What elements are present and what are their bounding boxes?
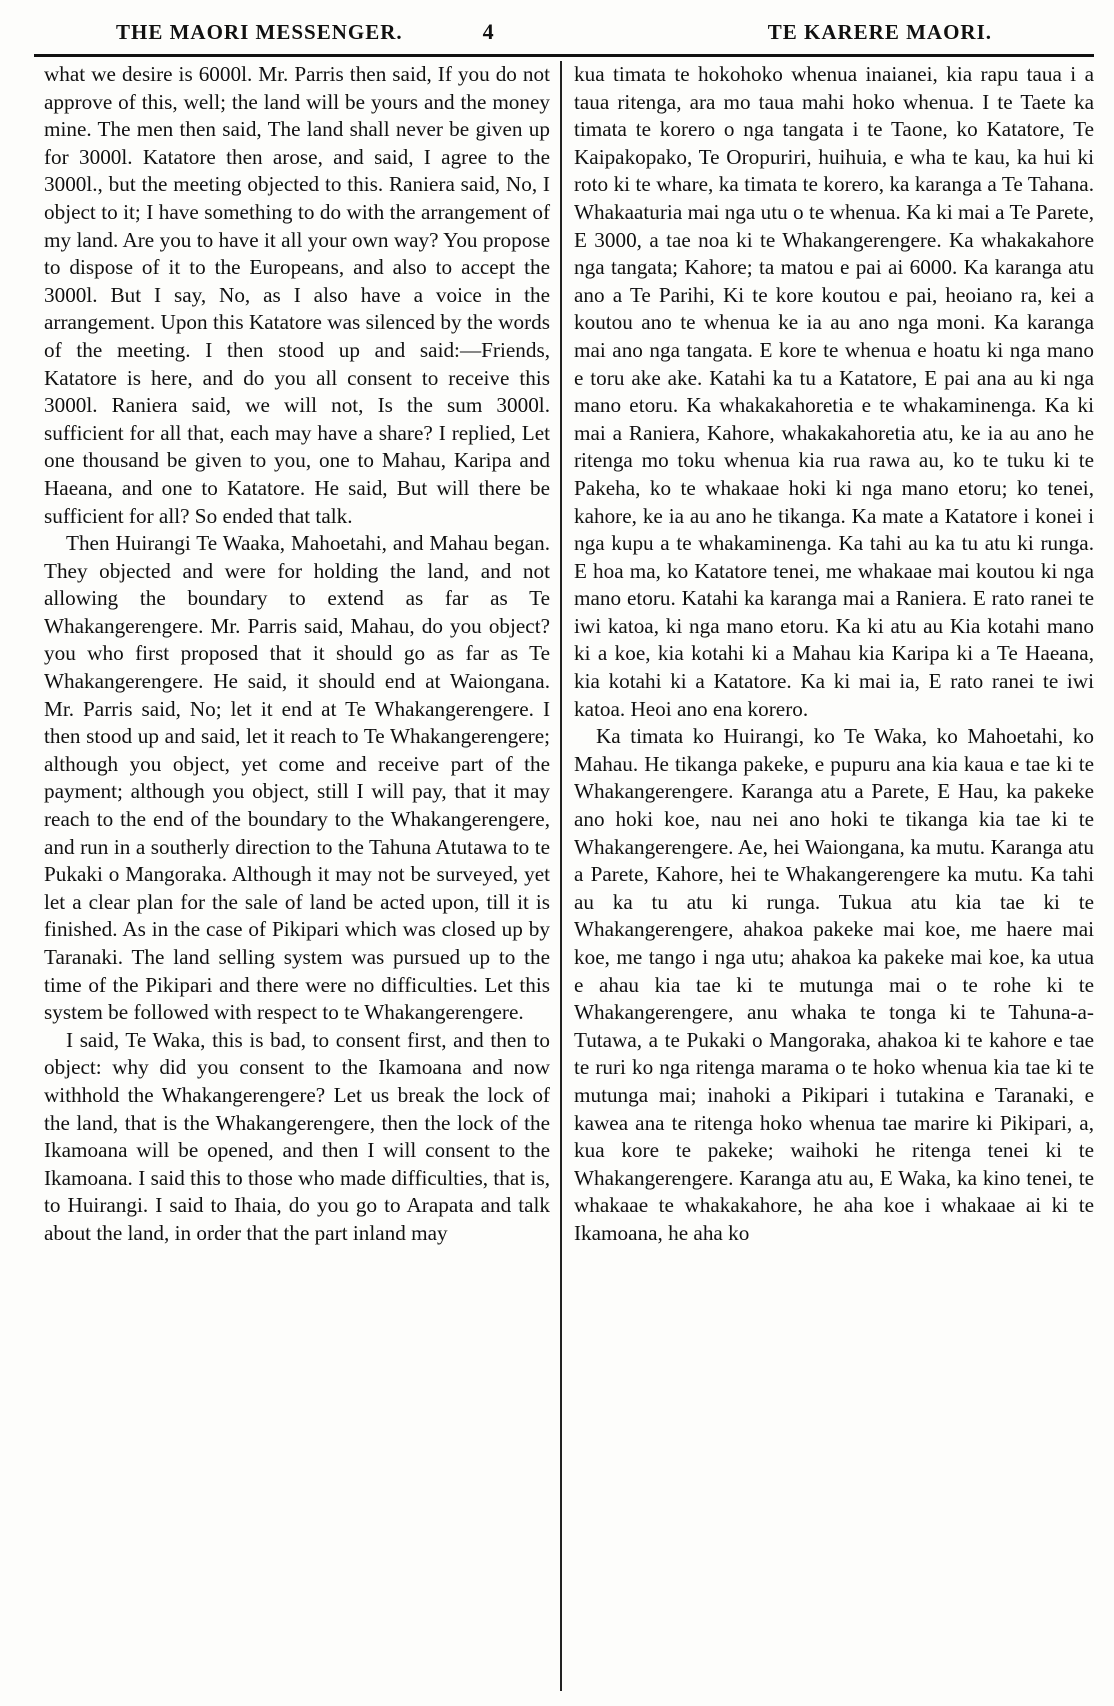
masthead-maori-title: TE KARERE MAORI. [767, 19, 992, 44]
page-number: 4 [482, 19, 495, 44]
maori-paragraph-2: Ka timata ko Huirangi, ko Te Waka, ko Mahoetahi, ko Mahau. He tikanga pakeke, e pupuru ana kia kaua e tae ki te Whakangerengere. Karanga atu a Parete, E Hau, ka pakeke ano hoki koe, nau nei ano hoki te tikanga kia tae ki te Whakangerengere. Ae, hei Waiongana, ka mutu. Karanga atu a Parete, Kahore, hei te Whakangerengere ka mutu. Ka tahi au ka tu atu ki runga. Tukua atu kia tae ki te Whakangerengere, ahakoa pakeke mai koe, me haere mai koe, me tango i nga utu; ahakoa ka pakeke mai koe, ka utua e ahau kia tae ki te mutunga mai o te rohe ki te Whakangerengere, anu whaka te tonga ki te Tahuna-a-Tutawa, a te Pukaki o Mangoraka, ahakoa ki te kahore e tae te ruri ko nga ritenga marama o te hoko whenua kia tae ki te mutunga mai; inahoki a Pikipari i tutakina e Taranaki, e kawea ana te ritenga hoko whenua tae marire ki Pikipari, a, kua kore te pakeke; waihoki he ritenga tenei ki te Whakangerengere. Karanga atu au, E Waka, ka kino tenei, te whakaae te whakakahore, he aha koe i whakaae ai ki te Ikamoana, he aha ko [574, 724, 1094, 1245]
masthead-english-title: THE MAORI MESSENGER. [116, 19, 403, 44]
columns [24, 61, 1100, 1691]
english-paragraph-2: Then Huirangi Te Waaka, Mahoetahi, and Mahau began. They objected and were for holding the land, and not allowing the boundary to extend as far as Te Whakangerengere. Mr. Parris said, Mahau, do you object? you who first proposed that it should go as far as Te Whakangerengere. He said, it should end at Waiongana. Mr. Parris said, No; let it end at Te Whakangerengere. I then stood up and said, let it reach to Te Whakangerengere; although you object, yet come and receive part of the payment; although you object, still I will pay, that it may reach to the end of the boundary to the Whakangerengere, and run in a southerly direction to the Tahuna Atutawa to te Pukaki o Mangoraka. Although it may not be surveyed, yet let a clear plan for the sale of land be acted upon, till it is finished. As in the case of Pikipari which was closed up by Taranaki. The land selling system was pursued up to the time of the Pikipari and there were no difficulties. Let this system be followed with respect to te Whakangerengere. [44, 531, 550, 1025]
english-paragraph-3: I said, Te Waka, this is bad, to consent first, and then to object: why did you consent to the Ikamoana and now withhold the Whakangerengere? Let us break the lock of the land, that is the Whakangerengere, then the lock of the Ikamoana will be opened, and then I will consent to the Ikamoana. I said this to those who made difficulties, that is, to Huirangi. I said to Ihaia, do you go to Arapata and talk about the land, in order that the part inland may [44, 1027, 550, 1245]
masthead [24, 10, 1100, 54]
maori-paragraph-1: kua timata te hokohoko whenua inaianei, kia rapu taua i a taua ritenga, ara mo taua mahi hoko whenua. I te Taete ka timata te korero o nga tangata i te Taone, ko Katatore, Te Kaipakopako, Te Oropuriri, huihuia, e wha te kau, ka hui ki roto ki te whare, ka timata te korero, ka karanga a Te Tahana. Whakaaturia mai nga utu o te whenua. Ka ki mai a Te Parete, E 3000, a tae noa ki te Whakangerengere. Ka whakakahore nga tangata; Kahore; ta matou e pai ai 6000. Ka karanga atu ano a Te Parihi, Ki te kore koutou e pai, heoiano ra, kei a koutou ano te whenua ke ia au ano nga moni. Ka karanga mai ano nga tangata. E kore te whenua e hoatu ki nga mano e toru ake ake. Katahi ka tu a Katatore, E pai ana au ki nga mano etoru. Ka whakakahoretia e te whakaminenga. Ka ki mai a Raniera, Kahore, whakakahoretia atu, ke ia au ano he ritenga mo toku whenua kia rua rawa au, ko te tuku ki te Pakeha, ko te whakaae hoki ki nga mano etoru; ko tenei, kahore, ke ia au ano he tikanga. Ka mate a Katatore i konei i nga kupu a te whakaminenga. Ka tahi au ka tu atu ki runga. E hoa ma, ko Katatore tenei, me whakaae mai koutou ki nga mano etoru. Katahi ka karanga mai a Raniera. E rato ranei te iwi katoa, ki nga mano etoru. Ka ki atu au Kia kotahi mano ki a koe, kia kotahi ki a Mahau kia Karipa ki a Te Haeana, kia kotahi ki a Katatore. Ka ki mai ia, E rato ranei te iwi katoa. Heoi ano ena korero. [574, 62, 1094, 721]
english-paragraph-1: what we desire is 6000l. Mr. Parris then said, If you do not approve of this, well; the land will be yours and the money mine. The men then said, The land shall never be given up for 3000l. Katatore then arose, and said, I agree to the 3000l., but the meeting objected to this. Raniera said, No, I object to it; I have something to do with the arrangement of my land. Are you to have it all your own way? You propose to dispose of it to the Europeans, and also to accept the 3000l. But I say, No, as I also have a voice in the arrangement. Upon this Katatore was silenced by the words of the meeting. I then stood up and said:—Friends, Katatore is here, and do you all consent to receive this 3000l. Raniera said, we will not, Is the sum 3000l. sufficient for all that, each may have a share? I replied, Let one thousand be given to you, one to Mahau, Karipa and Haeana, and one to Katatore. He said, But will there be sufficient for all? So ended that talk. [44, 62, 550, 528]
maori-column [562, 61, 1100, 1691]
masthead-rule [34, 54, 1094, 57]
english-column [24, 61, 562, 1691]
